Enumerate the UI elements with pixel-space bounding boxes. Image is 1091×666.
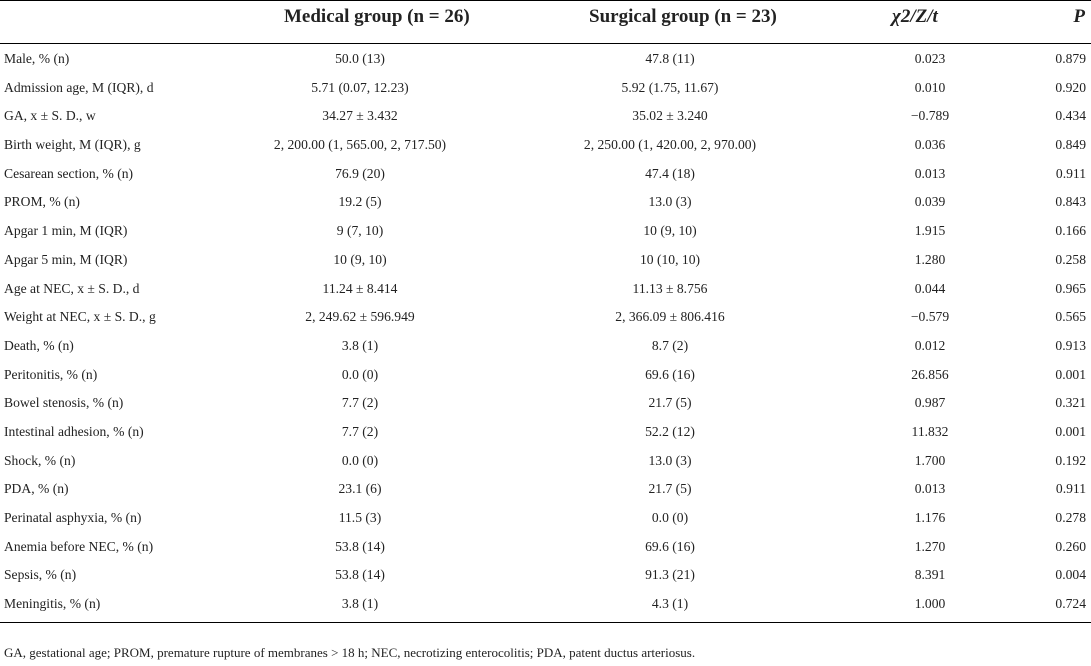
p-value: 0.321	[1055, 395, 1086, 411]
table-row	[0, 388, 1091, 417]
p-value: 0.258	[1055, 251, 1086, 267]
row-label: Sepsis, % (n)	[4, 567, 77, 583]
row-label: Admission age, M (IQR), d	[4, 79, 154, 95]
row-label: Birth weight, M (IQR), g	[4, 137, 141, 153]
statistic-value: 0.044	[914, 280, 946, 296]
surgical-value: 0.0 (0)	[651, 510, 689, 525]
table-row	[0, 560, 1091, 589]
p-value: 0.565	[1055, 309, 1086, 325]
surgical-value: 4.3 (1)	[651, 596, 689, 612]
p-value: 0.920	[1055, 79, 1086, 95]
medical-value: 0.0 (0)	[341, 366, 379, 382]
row-label: Peritonitis, % (n)	[4, 366, 98, 382]
table-row	[0, 331, 1091, 360]
p-value: 0.166	[1055, 223, 1086, 239]
row-label: Bowel stenosis, % (n)	[4, 395, 124, 411]
medical-value: 11.5 (3)	[338, 510, 382, 525]
row-label: GA, x ± S. D., w	[4, 108, 96, 124]
row-label: Anemia before NEC, % (n)	[4, 538, 154, 554]
statistic-value: 0.013	[914, 165, 946, 181]
table-row	[0, 274, 1091, 303]
header-surgical-group: Surgical group (n = 23)	[589, 6, 777, 27]
table-row	[0, 532, 1091, 561]
p-value: 0.004	[1055, 567, 1086, 583]
statistic-value: 8.391	[914, 567, 946, 583]
statistic-value: 0.023	[914, 51, 946, 66]
table-row	[0, 187, 1091, 216]
medical-value: 53.8 (14)	[335, 538, 385, 554]
statistic-value: 0.036	[914, 137, 946, 153]
surgical-value: 13.0 (3)	[648, 452, 692, 468]
medical-value: 3.8 (1)	[341, 337, 379, 353]
medical-value: 19.2 (5)	[338, 194, 382, 210]
surgical-value: 21.7 (5)	[648, 395, 692, 411]
medical-value: 76.9 (20)	[335, 165, 385, 181]
medical-value: 11.24 ± 8.414	[322, 280, 398, 296]
medical-value: 50.0 (13)	[335, 51, 385, 66]
table-row	[0, 446, 1091, 475]
statistic-value: 1.176	[914, 510, 946, 525]
surgical-value: 69.6 (16)	[645, 538, 695, 554]
row-label: Apgar 1 min, M (IQR)	[4, 223, 128, 239]
header-statistic: χ2/Z/t	[892, 6, 938, 27]
surgical-value: 10 (10, 10)	[639, 251, 701, 267]
statistic-value: 0.012	[914, 337, 946, 353]
row-label: PROM, % (n)	[4, 194, 80, 210]
medical-value: 10 (9, 10)	[333, 251, 387, 267]
table-row	[0, 245, 1091, 274]
p-value: 0.849	[1055, 137, 1086, 153]
table-row	[0, 360, 1091, 389]
table-row	[0, 44, 1091, 73]
surgical-value: 10 (9, 10)	[643, 223, 697, 239]
medical-value: 5.71 (0.07, 12.23)	[311, 79, 409, 95]
statistic-value: 0.039	[914, 194, 946, 210]
surgical-value: 2, 250.00 (1, 420.00, 2, 970.00)	[583, 137, 757, 153]
p-value: 0.278	[1055, 510, 1086, 525]
medical-value: 0.0 (0)	[341, 452, 379, 468]
medical-value: 7.7 (2)	[341, 423, 379, 439]
statistic-value: 11.832	[911, 423, 949, 439]
statistic-value: 0.010	[914, 79, 946, 95]
p-value: 0.843	[1055, 194, 1086, 210]
table-footnote: GA, gestational age; PROM, premature rupture of membranes > 18 h; NEC, necrotizing enterocolitis; PDA, patent ductus arteriosus.	[4, 645, 696, 660]
surgical-value: 47.4 (18)	[645, 165, 695, 181]
p-value: 0.434	[1055, 108, 1086, 124]
row-label: Age at NEC, x ± S. D., d	[4, 280, 140, 296]
row-label: Perinatal asphyxia, % (n)	[4, 510, 142, 525]
statistic-value: 1.915	[914, 223, 946, 239]
table-row	[0, 101, 1091, 130]
statistic-value: 0.987	[914, 395, 946, 411]
medical-value: 7.7 (2)	[341, 395, 379, 411]
surgical-value: 8.7 (2)	[651, 337, 689, 353]
medical-value: 3.8 (1)	[341, 596, 379, 612]
statistic-value: 1.000	[914, 596, 946, 612]
table-row	[0, 73, 1091, 102]
table-body	[0, 44, 1091, 618]
statistic-value: 0.013	[914, 481, 946, 497]
table-row	[0, 130, 1091, 159]
statistic-value: 26.856	[911, 366, 949, 382]
statistic-value: 1.270	[914, 538, 946, 554]
table-header	[0, 0, 1091, 44]
table-row	[0, 474, 1091, 503]
surgical-value: 11.13 ± 8.756	[632, 280, 708, 296]
row-label: Intestinal adhesion, % (n)	[4, 423, 144, 439]
row-label: Death, % (n)	[4, 337, 74, 353]
medical-value: 34.27 ± 3.432	[322, 108, 398, 124]
row-label: Shock, % (n)	[4, 452, 76, 468]
row-label: Cesarean section, % (n)	[4, 165, 134, 181]
medical-value: 2, 200.00 (1, 565.00, 2, 717.50)	[273, 137, 447, 153]
p-value: 0.001	[1055, 366, 1086, 382]
p-value: 0.911	[1055, 481, 1086, 497]
row-label: Male, % (n)	[4, 51, 70, 66]
p-value: 0.724	[1055, 596, 1086, 612]
surgical-value: 47.8 (11)	[645, 51, 695, 66]
medical-value: 2, 249.62 ± 596.949	[305, 309, 415, 325]
statistic-value: −0.789	[910, 108, 950, 124]
surgical-value: 13.0 (3)	[648, 194, 692, 210]
table-row	[0, 589, 1091, 618]
header-medical-group: Medical group (n = 26)	[284, 6, 470, 27]
table-row	[0, 159, 1091, 188]
table-row	[0, 503, 1091, 532]
row-label: PDA, % (n)	[4, 481, 69, 497]
table-row	[0, 216, 1091, 245]
p-value: 0.965	[1055, 280, 1086, 296]
medical-value: 23.1 (6)	[338, 481, 382, 497]
surgical-value: 21.7 (5)	[648, 481, 692, 497]
p-value: 0.192	[1055, 452, 1086, 468]
surgical-value: 2, 366.09 ± 806.416	[615, 309, 725, 325]
bottom-rule	[0, 622, 1091, 623]
row-label: Apgar 5 min, M (IQR)	[4, 251, 128, 267]
surgical-value: 91.3 (21)	[645, 567, 695, 583]
medical-value: 9 (7, 10)	[336, 223, 384, 239]
p-value: 0.879	[1055, 51, 1086, 66]
table-row	[0, 302, 1091, 331]
p-value: 0.913	[1055, 337, 1086, 353]
surgical-value: 35.02 ± 3.240	[632, 108, 708, 124]
surgical-value: 5.92 (1.75, 11.67)	[621, 79, 719, 95]
table-row	[0, 417, 1091, 446]
header-p-value: P	[1073, 6, 1085, 27]
row-label: Weight at NEC, x ± S. D., g	[4, 309, 156, 325]
row-label: Meningitis, % (n)	[4, 596, 101, 612]
p-value: 0.001	[1055, 423, 1086, 439]
p-value: 0.260	[1055, 538, 1086, 554]
statistic-value: 1.280	[914, 251, 946, 267]
statistic-value: −0.579	[910, 309, 950, 325]
surgical-value: 69.6 (16)	[645, 366, 695, 382]
statistic-value: 1.700	[914, 452, 946, 468]
p-value: 0.911	[1055, 165, 1086, 181]
medical-value: 53.8 (14)	[335, 567, 385, 583]
surgical-value: 52.2 (12)	[645, 423, 695, 439]
